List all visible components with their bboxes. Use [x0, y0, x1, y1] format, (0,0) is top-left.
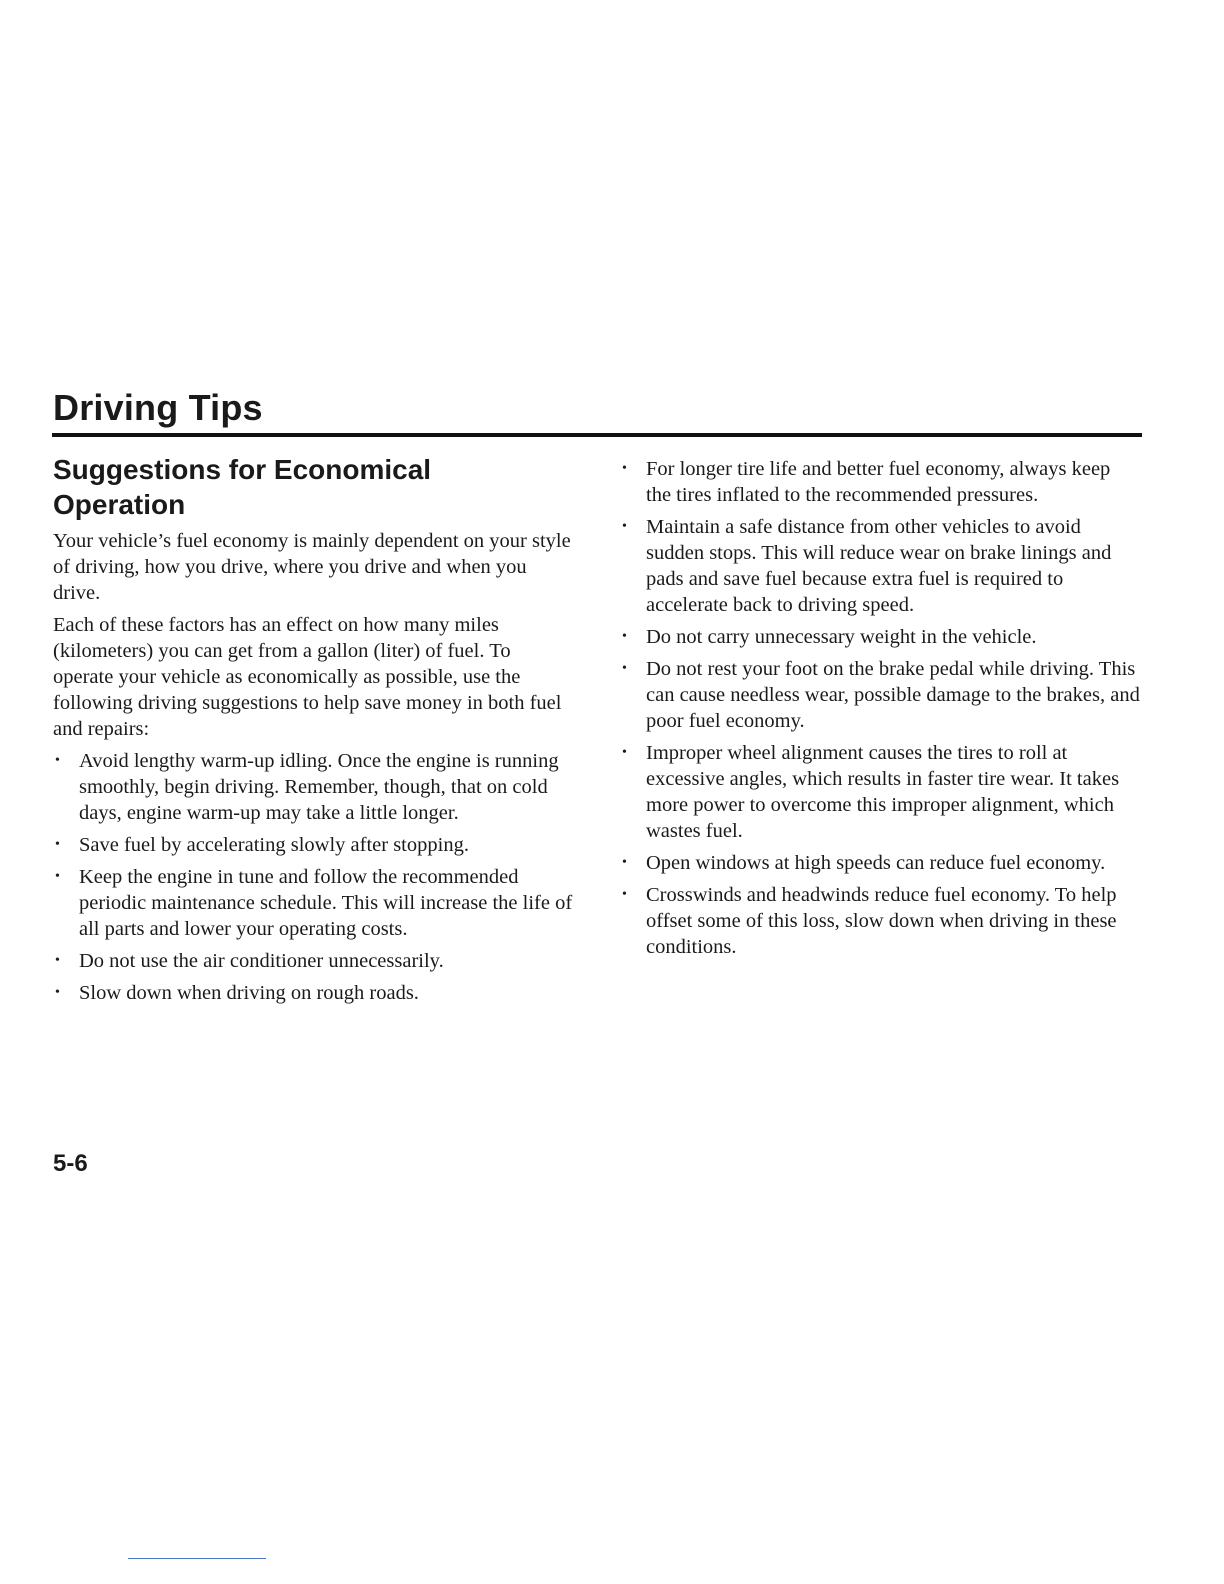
bullet-icon: • [622, 519, 627, 534]
bullet-icon: • [55, 869, 60, 884]
bullet-icon: • [622, 661, 627, 676]
list-item [53, 980, 573, 1006]
intro-paragraph: Your vehicle’s fuel economy is mainly dependent on your style of driving, how you drive, where you drive and when you drive. [53, 530, 571, 604]
list-item [53, 832, 573, 858]
list-item-text: Avoid lengthy warm-up idling. Once the engine is running smoothly, begin driving. Remember, though, that on cold days, engine warm-up may take a little longer. [79, 750, 559, 824]
list-item [620, 656, 1140, 734]
footer-divider [128, 1558, 266, 1559]
title-rule [52, 433, 1142, 437]
right-column [620, 456, 1140, 966]
bullet-icon: • [55, 837, 60, 852]
bullet-icon: • [55, 985, 60, 1000]
bullet-icon: • [55, 953, 60, 968]
list-item-text: Crosswinds and headwinds reduce fuel economy. To help offset some of this loss, slow down when driving in these conditions. [646, 884, 1117, 958]
left-bullet-list [53, 748, 573, 1006]
section-heading-line2: Operation [53, 489, 186, 520]
page-title: Driving Tips [53, 387, 263, 428]
list-item-text: Do not carry unnecessary weight in the vehicle. [646, 626, 1037, 648]
list-item-text: Maintain a safe distance from other vehicles to avoid sudden stops. This will reduce wear on brake linings and pads and save fuel because extra fuel is required to accelerate back to driving speed. [646, 516, 1112, 616]
list-item-text: Open windows at high speeds can reduce fuel economy. [646, 852, 1106, 874]
bullet-icon: • [622, 629, 627, 644]
list-item-text: Keep the engine in tune and follow the recommended periodic maintenance schedule. This will increase the life of all parts and lower your operating costs. [79, 866, 573, 940]
list-item [620, 740, 1140, 844]
list-item [620, 882, 1140, 960]
bullet-icon: • [622, 745, 627, 760]
list-item-text: Do not rest your foot on the brake pedal while driving. This can cause needless wear, possible damage to the brakes, and poor fuel economy. [646, 658, 1140, 732]
left-column [53, 452, 573, 1012]
bullet-icon: • [622, 461, 627, 476]
section-heading-line1: Suggestions for Economical [53, 454, 432, 485]
list-item-text: For longer tire life and better fuel economy, always keep the tires inflated to the recommended pressures. [646, 458, 1111, 506]
right-bullet-list [620, 456, 1140, 960]
list-item [620, 624, 1140, 650]
page-number: 5-6 [53, 1150, 88, 1177]
list-item [53, 748, 573, 826]
list-item-text: Improper wheel alignment causes the tires to roll at excessive angles, which results in faster tire wear. It takes more power to overcome this improper alignment, which wastes fuel. [646, 742, 1120, 842]
list-item-text: Do not use the air conditioner unnecessarily. [79, 950, 444, 972]
bullet-icon: • [55, 753, 60, 768]
list-item [620, 456, 1140, 508]
list-item [620, 850, 1140, 876]
list-item-text: Slow down when driving on rough roads. [79, 982, 419, 1004]
bullet-icon: • [622, 855, 627, 870]
list-item [53, 948, 573, 974]
bullet-icon: • [622, 887, 627, 902]
factors-paragraph: Each of these factors has an effect on how many miles (kilometers) you can get from a gallon (liter) of fuel. To operate your vehicle as economically as possible, use the following driving suggestions to help save money in both fuel and repairs: [53, 614, 562, 740]
list-item [620, 514, 1140, 618]
section-heading [53, 452, 573, 522]
list-item [53, 864, 573, 942]
list-item-text: Save fuel by accelerating slowly after stopping. [79, 834, 469, 856]
